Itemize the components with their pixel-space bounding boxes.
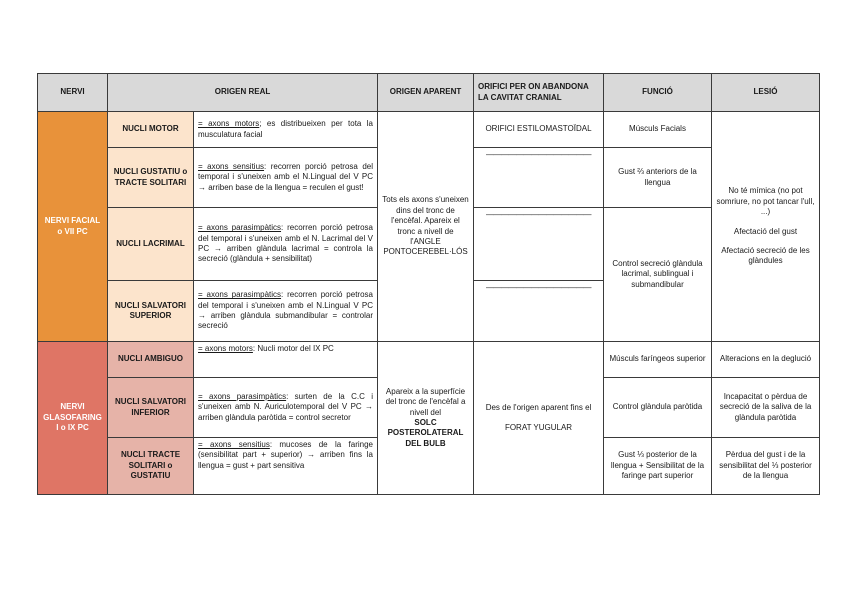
nucleus-name: NUCLI GUSTATIU o TRACTE SOLITARI	[108, 148, 194, 208]
header-lesio: LESIÓ	[712, 74, 820, 112]
glosso-nerve-label: NERVI GLASOFARING I o IX PC	[38, 342, 108, 495]
glosso-lesio-3: Pèrdua del gust i de la sensibilitat del ⅓ posterior de la llengua	[712, 438, 820, 495]
axon-path: : recorren porció petrosa del temporal i s'uneixen amb el N. Lacrimal del V PC → arriben glàndula lacrimal = controla la secreció (glàndula + sensibilitat)	[198, 223, 373, 264]
table-row	[38, 112, 820, 148]
glosso-orifici	[474, 342, 604, 495]
axon-type: = axons motors	[198, 344, 253, 353]
axon-type: = axons sensitius	[198, 161, 265, 171]
facial-funcio-3: Control secreció glàndula lacrimal, sublingual i submandibular	[604, 208, 712, 342]
glosso-lesio-2: Incapacitat o pèrdua de secreció de la saliva de la glàndula paròtida	[712, 378, 820, 438]
nucleus-name: NUCLI SALVATORI SUPERIOR	[108, 281, 194, 342]
facial-orifici-dash: ——————————————	[474, 281, 604, 342]
axon-type: = axons parasimpàtics	[198, 223, 282, 233]
facial-orifici-dash: ——————————————	[474, 148, 604, 208]
glosso-lesio-1: Alteracions en la deglució	[712, 342, 820, 378]
facial-nerve-label: NERVI FACIAL o VII PC	[38, 112, 108, 342]
nucleus-description	[194, 378, 378, 438]
glosso-funcio-3: Gust ⅓ posterior de la llengua + Sensibilitat de la faringe part superior	[604, 438, 712, 495]
axon-type: = axons parasimpàtics	[198, 290, 282, 300]
nucleus-description	[194, 438, 378, 495]
axon-path: ; es distribueixen per tota la musculatura facial	[198, 119, 373, 139]
axon-type: = axons sensitius	[198, 440, 270, 449]
nucleus-description	[194, 281, 378, 342]
nucleus-name: NUCLI MOTOR	[108, 112, 194, 148]
axon-path: : Nucli motor del IX PC	[252, 344, 334, 353]
axon-path: : recorren porció petrosa del temporal i s'uneixen amb el N.Lingual V PC → arriben glàndula submandibular = controlar secreció	[198, 290, 373, 331]
header-funcio: FUNCIÓ	[604, 74, 712, 112]
axon-type: = axons motors	[198, 119, 260, 129]
glosso-funcio-2: Control glàndula paròtida	[604, 378, 712, 438]
facial-origen-aparent: Tots els axons s'uneixen dins del tronc de l'encèfal. Apareix el tronc a nivell de l'ANGLE PONTOCEREBEL·LÓS	[378, 112, 474, 342]
nucleus-description	[194, 148, 378, 208]
nucleus-name: NUCLI SALVATORI INFERIOR	[108, 378, 194, 438]
axon-path: : surten de la C.C i s'uneixen amb N. Auriculotemporal del V PC → arriben glàndula paròtida = control secretor	[198, 391, 374, 422]
nucleus-name: NUCLI AMBIGUO	[108, 342, 194, 378]
facial-lesio-3: Afectació secreció de les glàndules	[721, 245, 810, 266]
nucleus-description	[194, 208, 378, 281]
axon-type: = axons parasimpàtics	[198, 391, 287, 401]
nucleus-description	[194, 112, 378, 148]
glosso-origen-aparent-1: Apareix a la superfície del tronc de l'encèfal a nivell del	[385, 386, 466, 417]
facial-funcio-1: Músculs Facials	[604, 112, 712, 148]
header-origen-real: ORIGEN REAL	[108, 74, 378, 112]
glosso-orifici-2: FORAT YUGULAR	[504, 423, 573, 432]
facial-funcio-2: Gust ⅔ anteriors de la llengua	[604, 148, 712, 208]
glosso-origen-aparent-2: SOLC POSTEROLATERAL DEL BULB	[387, 418, 464, 448]
header-row	[38, 74, 820, 112]
glosso-origen-aparent	[378, 342, 474, 495]
nucleus-name: NUCLI TRACTE SOLITARI o GUSTATIU	[108, 438, 194, 495]
axon-path: : recorren porció petrosa del temporal i s'uneixen amb el N.Lingual del V PC → arriben base de la llengua = reculen el gust!	[198, 161, 373, 192]
facial-orifici: ORIFICI ESTILOMASTOÏDAL	[474, 112, 604, 148]
facial-lesio-1: No té mímica (no pot somriure, no pot tancar l'ull, ...)	[716, 186, 815, 217]
facial-lesio	[712, 112, 820, 342]
nucleus-description	[194, 342, 378, 378]
header-nervi: NERVI	[38, 74, 108, 112]
cranial-nerves-table	[37, 73, 820, 495]
nucleus-name: NUCLI LACRIMAL	[108, 208, 194, 281]
header-origen-aparent: ORIGEN APARENT	[378, 74, 474, 112]
header-orifici: ORIFICI PER ON ABANDONA LA CAVITAT CRANIAL	[474, 74, 604, 112]
axon-path: : mucoses de la faringe (sensibilitat part + superior) → arriben fins la llengua = gust + part sensitiva	[198, 440, 373, 470]
facial-orifici-dash: ——————————————	[474, 208, 604, 281]
glosso-orifici-1: Des de l'origen aparent fins el	[485, 402, 592, 412]
facial-lesio-2: Afectació del gust	[733, 226, 798, 236]
table-row	[38, 342, 820, 378]
glosso-funcio-1: Músculs faríngeos superior	[604, 342, 712, 378]
